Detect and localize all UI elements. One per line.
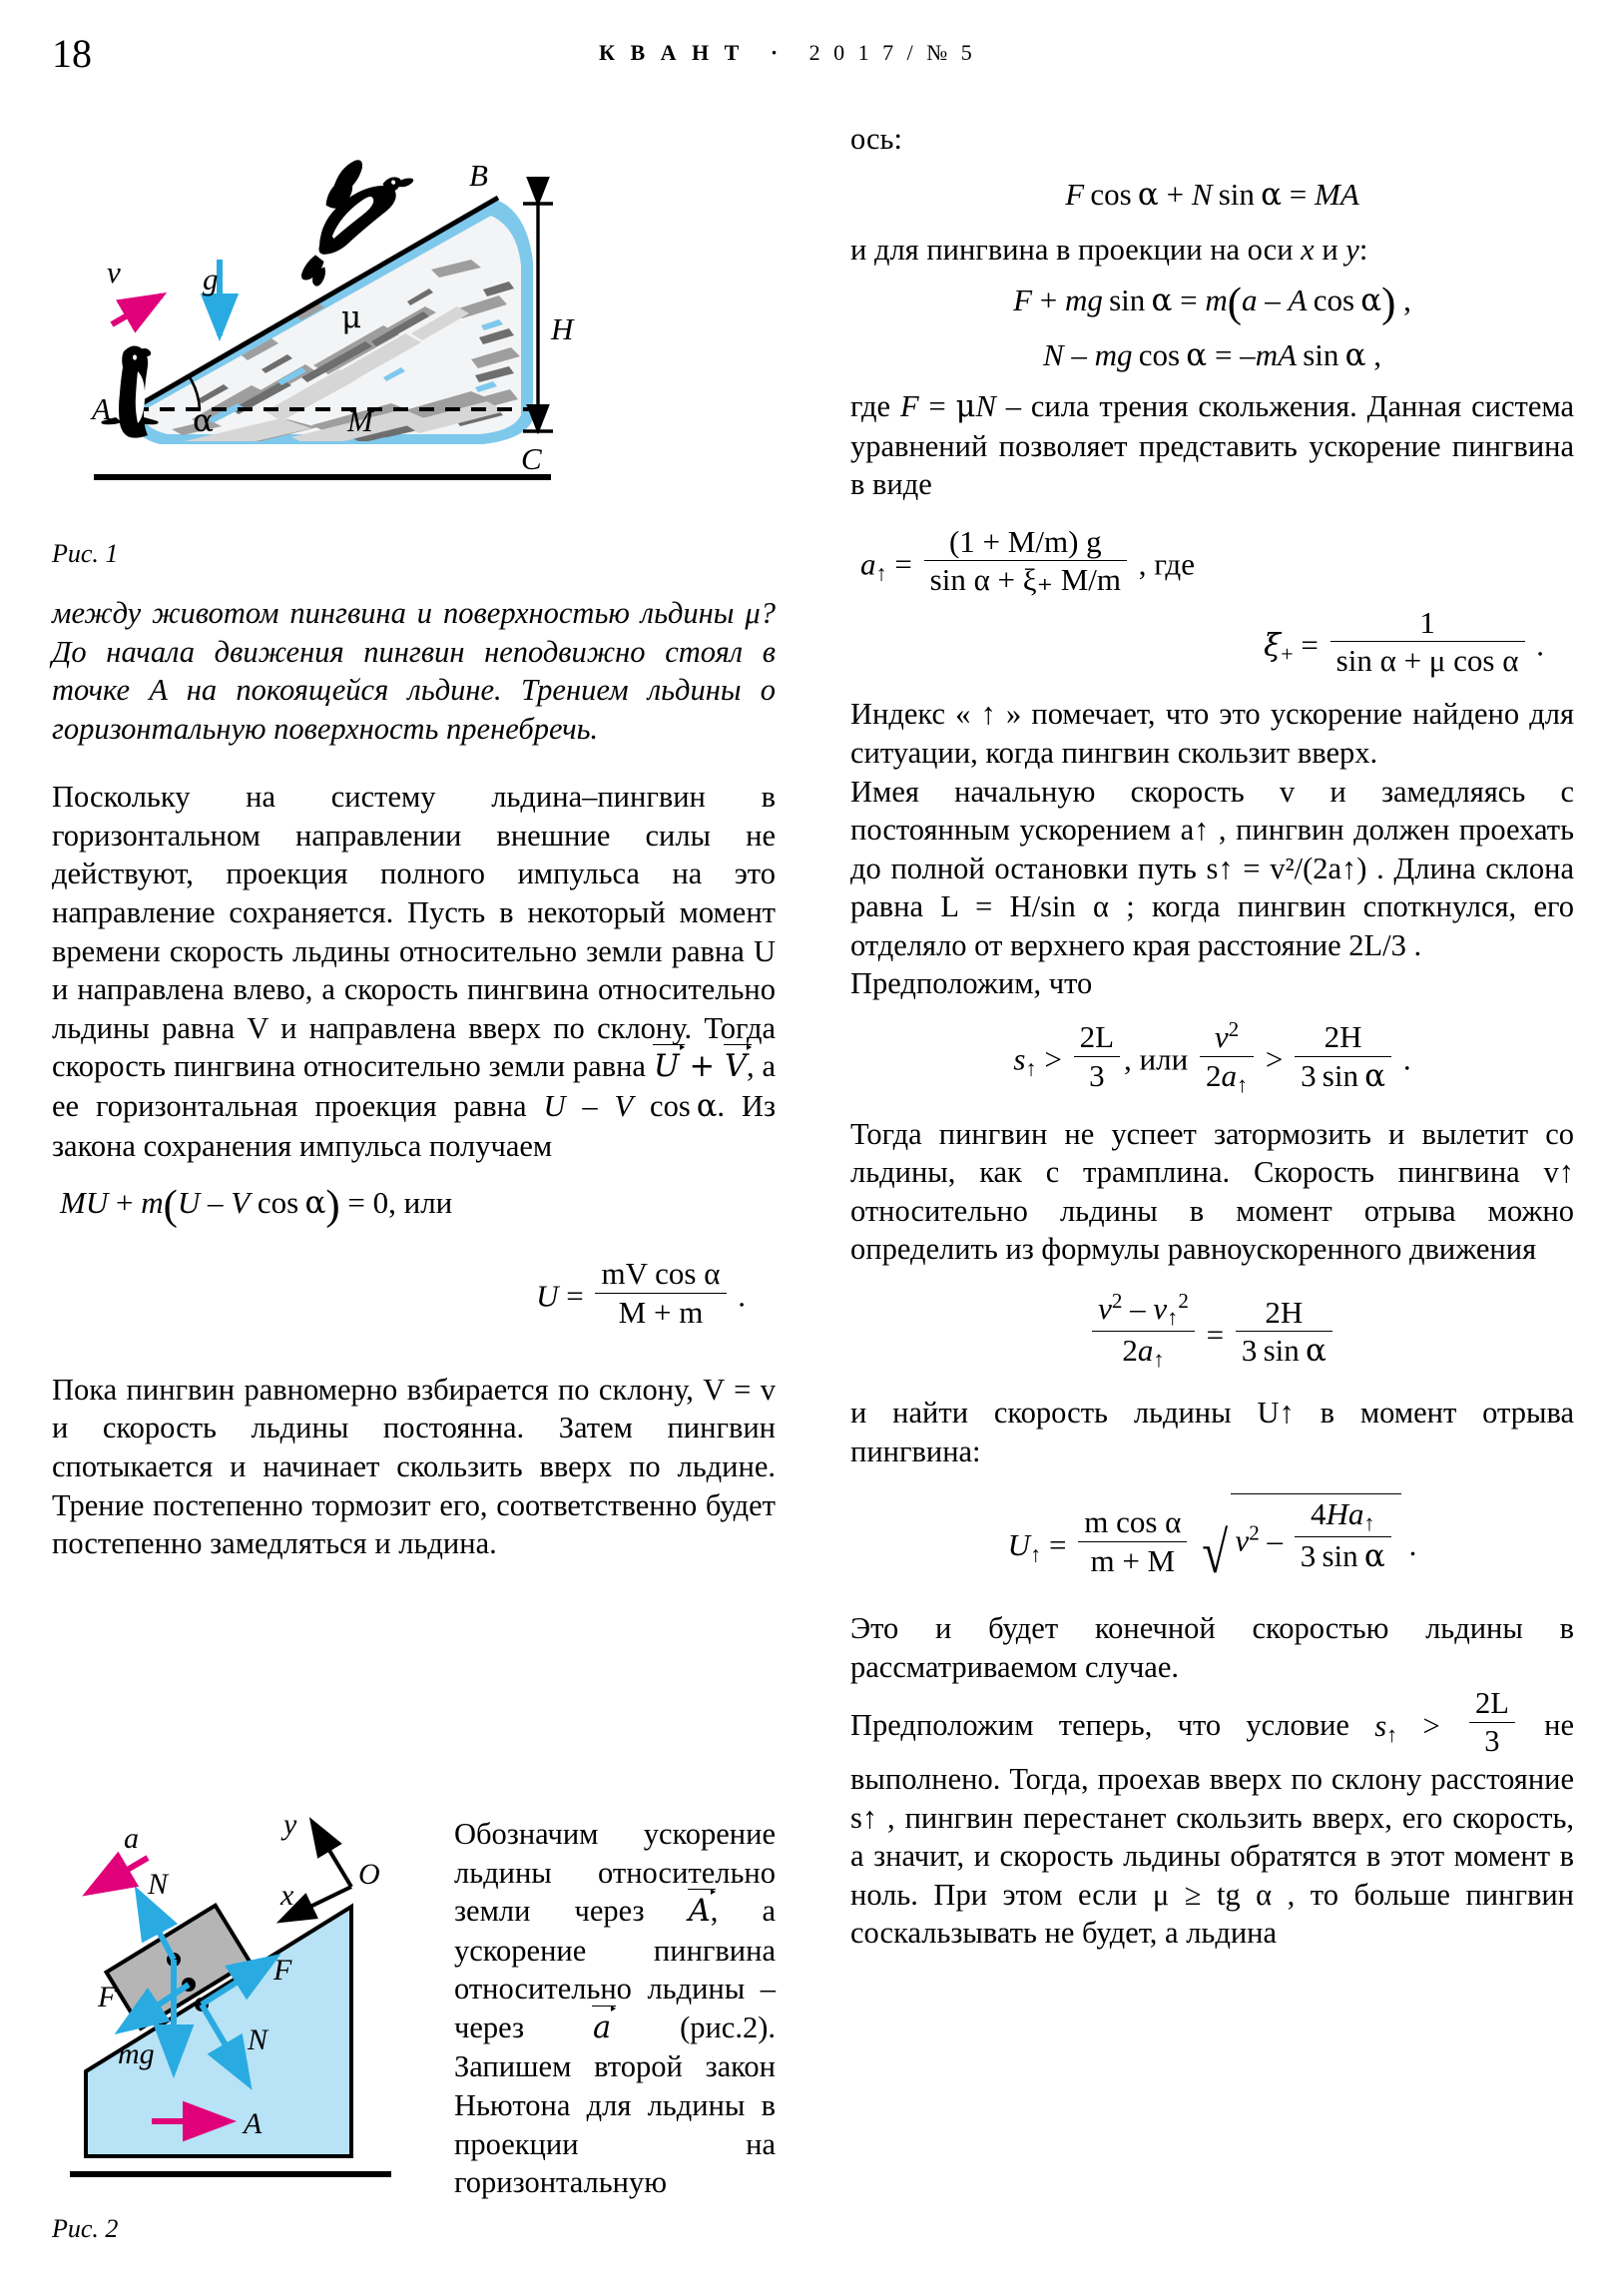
intro-italic-paragraph: между животом пингвина и поверхностью льдины μ? До начала движения пингвин неподвижно стоял в точке A на покоящейся льдине. Трением льдины о горизонтальную поверхность пренебречь.	[52, 596, 776, 746]
fraction-xi-denominator: sin α + μ cos α	[1331, 641, 1525, 679]
equation-penguin-y: N – mg cos α = –mA sin α ,	[1042, 337, 1382, 374]
fraction-2H-3sin	[1295, 1019, 1391, 1095]
fraction-inline-2L-3	[1469, 1686, 1515, 1760]
text-index-explanation: Индекс « ↑ » помечает, что это ускорение найдено для ситуации, когда пингвин скользит вверх.	[850, 697, 1574, 770]
fraction-final-prefactor	[1078, 1504, 1187, 1579]
fraction-2H-3sin-numerator: 2H	[1324, 1019, 1362, 1054]
fig2-label-A: A	[244, 2107, 263, 2140]
fig2-label-F-left: F	[98, 1981, 117, 2013]
fraction-kin-right	[1236, 1295, 1332, 1371]
figure-1-caption: Рис. 1	[52, 539, 119, 568]
fraction-U-denominator: M + m	[595, 1293, 726, 1331]
fraction-v2-2a-denominator: $2a_↑$	[1200, 1056, 1254, 1099]
text-friction-rest: – сила трения скольжения. Данная система уравнений позволяет представить ускорение пингвина в виде	[850, 389, 1574, 502]
sqrt-radical-icon: √	[1202, 1520, 1229, 1586]
vector-a-inline: a	[593, 2010, 611, 2045]
paragraph-2: Пока пингвин равномерно взбирается по склону, V = v и скорость льдины постоянна. Затем пингвин спотыкается и начинает скользить вверх по льдине. Трение постепенно тормозит его, соответственно будет постепенно замедляться и льдина.	[52, 1372, 776, 1561]
figure-2-svg	[52, 1802, 451, 2216]
fraction-kin-right-denominator: 3 sin α	[1236, 1331, 1332, 1370]
text-find-floe-velocity: и найти скорость льдины U↑ в момент отрыва пингвина:	[850, 1396, 1574, 1468]
equation-a-where: , где	[1138, 546, 1195, 582]
text-conclusion: Это и будет конечной скоростью льдины в рассматриваемом случае.	[850, 1611, 1574, 1684]
header-separator: ·	[770, 40, 784, 65]
paragraph-1	[52, 778, 776, 1165]
fig2-label-O: O	[358, 1858, 380, 1891]
paragraph-1-tail2: . Из закона сохранения импульса получаем	[52, 1088, 777, 1163]
fraction-final-prefactor-numerator: m cos α	[1084, 1504, 1182, 1540]
figure-2	[52, 1802, 451, 2216]
axis-y	[313, 1824, 351, 1887]
fig2-label-F-right: F	[273, 1954, 292, 1987]
velocity-arrow	[112, 295, 162, 324]
paragraph-1-text: Поскольку на систему льдина–пингвин в горизонтальном направлении внешние силы не действуют, проекция полного импульса на это направление сохраняется. Пусть в некоторый момент времени скорость льдины относительно земли равна U и направлена влево, а скорость пингвина относительно льдины равна V и направлена вверх по склону. Тогда скорость пингвина относительно земли равна	[52, 780, 776, 1084]
fraction-2L-3-numerator: 2L	[1079, 1019, 1115, 1054]
equation-momentum-or: , или	[388, 1185, 453, 1221]
fraction-2L-3	[1074, 1019, 1120, 1094]
text-friction-where: где	[850, 389, 891, 424]
text-suppose: Предположим, что	[850, 966, 1093, 1001]
figure-1	[52, 120, 776, 539]
text-axes-projection: и для пингвина в проекции на оси x и y:	[850, 232, 1368, 267]
fraction-inline-2L-3-denominator: 3	[1469, 1722, 1515, 1760]
right-column	[850, 120, 1574, 1953]
wrap-text-3: через	[454, 2009, 525, 2044]
text-then-ramp: Тогда пингвин не успеет затормозить и вылетит со льдины, как с трамплина. Скорость пингвина v↑ относительно льдины в момент отрыва можно определить из формулы равноускоренного движения	[850, 1116, 1574, 1267]
fraction-4Ha-3sin	[1295, 1496, 1391, 1576]
left-column	[52, 594, 776, 1563]
fig2-label-x: x	[280, 1879, 294, 1912]
equation-acceleration-up: $a_↑$ = $\frac{(1 + M/m) g}{\text{sin α + ξ₊ M/m}}$ , где	[860, 523, 1195, 598]
fraction-v2-2a	[1200, 1017, 1254, 1099]
label-B: B	[469, 158, 488, 193]
fraction-xi-numerator: 1	[1419, 604, 1435, 640]
penguin-accel-arrow	[90, 1858, 148, 1892]
text-friction	[850, 387, 1574, 504]
label-alpha: α	[193, 403, 214, 439]
wrap-text-1: Обозначим ускорение льдины относительно земли через	[454, 1817, 776, 1929]
label-g: g	[203, 262, 219, 296]
equation-momentum-body: MU + m(U – V cos α) = 0	[60, 1182, 389, 1230]
figure-1-svg	[52, 120, 776, 539]
vector-sum-inline: U + V	[654, 1049, 747, 1084]
fraction-2L-3-denominator: 3	[1074, 1056, 1120, 1094]
label-H: H	[551, 311, 574, 346]
label-M: M	[347, 403, 373, 438]
fraction-a-up-numerator: (1 + M/m) g	[948, 523, 1102, 559]
fraction-final-prefactor-denominator: m + M	[1078, 1541, 1187, 1579]
label-A: A	[92, 391, 111, 426]
fraction-U	[595, 1256, 726, 1331]
text-suppose-2-b: не выполнено. Тогда, проехав вверх по склону расстояние s↑ , пингвин перестанет скользить вверх, его скорость, а значит, и скорость льдины обратятся в этот момент в ноль. При этом если μ ≥ tg α , то больше пингвин соскальзывать не будет, а льдина	[850, 1708, 1575, 1951]
label-v: v	[107, 255, 121, 289]
text-suppose-2-a: Предположим теперь, что условие	[850, 1708, 1349, 1743]
fraction-kin-right-numerator: 2H	[1265, 1294, 1304, 1330]
wrap-text-2: , а ускорение пингвина относительно льдины –	[454, 1894, 776, 2007]
equation-final-U: $U_↑$ = $\frac{\text{m cos α}}{m + M}$ √ $v^2$ – $\frac{4Ha_↑}{\text{3 sin α}}$ .	[850, 1493, 1574, 1588]
issue-label: 2 0 1 7 / № 5	[808, 40, 976, 65]
equation-U: U = $\frac{\text{mV cos α}}{M + m}$ .	[536, 1256, 746, 1330]
text-initial-velocity: Имея начальную скорость v и замедляясь с постоянным ускорением a↑ , пингвин должен проехать до полной остановки путь s↑ = v²/(2a↑) . Длина склона равна L = H/sin α ; когда пингвин споткнулся, его отделяло от верхнего края расстояние 2L/3 .	[850, 774, 1574, 962]
horizontal-projection-inline: U – V cos α	[543, 1088, 718, 1124]
sqrt-final	[1199, 1493, 1401, 1588]
page-number: 18	[52, 31, 92, 76]
right-lead: ось:	[850, 122, 902, 156]
fraction-a-up	[924, 524, 1127, 599]
label-C: C	[521, 441, 542, 476]
fraction-2H-3sin-denominator: 3 sin α	[1295, 1056, 1391, 1095]
fraction-4Ha-3sin-numerator: $4Ha_↑$	[1311, 1495, 1375, 1535]
sqrt-radicand: $v^2$ – $\frac{4Ha_↑}{\text{3 sin α}}$	[1231, 1493, 1400, 1576]
fraction-a-up-denominator: sin α + ξ₊ M/m	[924, 560, 1127, 598]
equation-condition: $s_↑$ > $\frac{2L}{3}$ , или $\frac{v^2}{2a_↑}$ > $\frac{2H}{\text{3 sin α}}$ .	[1013, 1017, 1411, 1097]
running-head	[599, 40, 976, 66]
fraction-kin-left-numerator: $v^2 - v_↑^2$	[1098, 1288, 1189, 1331]
fig2-label-N-top: N	[148, 1868, 169, 1901]
equation-condition-or: , или	[1124, 1041, 1189, 1077]
label-mu: μ	[341, 299, 362, 335]
vector-A-inline: A	[689, 1894, 711, 1929]
fraction-kin-left	[1092, 1289, 1195, 1375]
wrap-text-4: (рис.2). Запишем второй закон Ньютона для льдины в проекции на горизонтальную	[454, 2009, 776, 2200]
fig2-label-y: y	[283, 1808, 297, 1841]
fraction-4Ha-3sin-denominator: 3 sin α	[1295, 1536, 1391, 1575]
paragraph-1-tail: , а ее горизонтальная проекция равна	[52, 1049, 776, 1123]
equation-xi: $\xi_+$ = $\frac{1}{\text{sin α + μ cos α}}$ .	[1264, 604, 1544, 679]
fraction-U-numerator: mV cos α	[601, 1256, 721, 1292]
fig2-label-N-lower: N	[248, 2023, 268, 2056]
inline-condition-s-up: $s_↑$ > $\frac{2L}{3}$	[1374, 1709, 1519, 1743]
equation-penguin-x: F + mg sin α = m(a – A cos α) ,	[1013, 280, 1411, 327]
journal-title: К В А Н Т	[599, 40, 745, 65]
equation-friction-def: F = μN	[899, 389, 996, 425]
fraction-kin-left-denominator: $2a_↑$	[1092, 1331, 1195, 1374]
fig2-label-a: a	[124, 1822, 139, 1855]
left-column-wrapped-text	[454, 1815, 776, 2202]
fraction-inline-2L-3-numerator: 2L	[1474, 1686, 1509, 1721]
text-suppose-2	[850, 1686, 1574, 1952]
fraction-xi	[1331, 605, 1525, 680]
fraction-v2-2a-numerator: $v^2$	[1214, 1017, 1240, 1054]
equation-kinematics: $\frac{v^2 - v_↑^2}{2a_↑}$ = $\frac{2H}{\text{3 sin α}}$	[850, 1289, 1574, 1375]
equation-momentum	[60, 1181, 776, 1230]
equation-floe-x: F cos α + N sin α = MA	[1065, 176, 1359, 213]
figure-2-caption: Рис. 2	[52, 2214, 119, 2243]
fig2-label-mg: mg	[118, 2037, 155, 2070]
